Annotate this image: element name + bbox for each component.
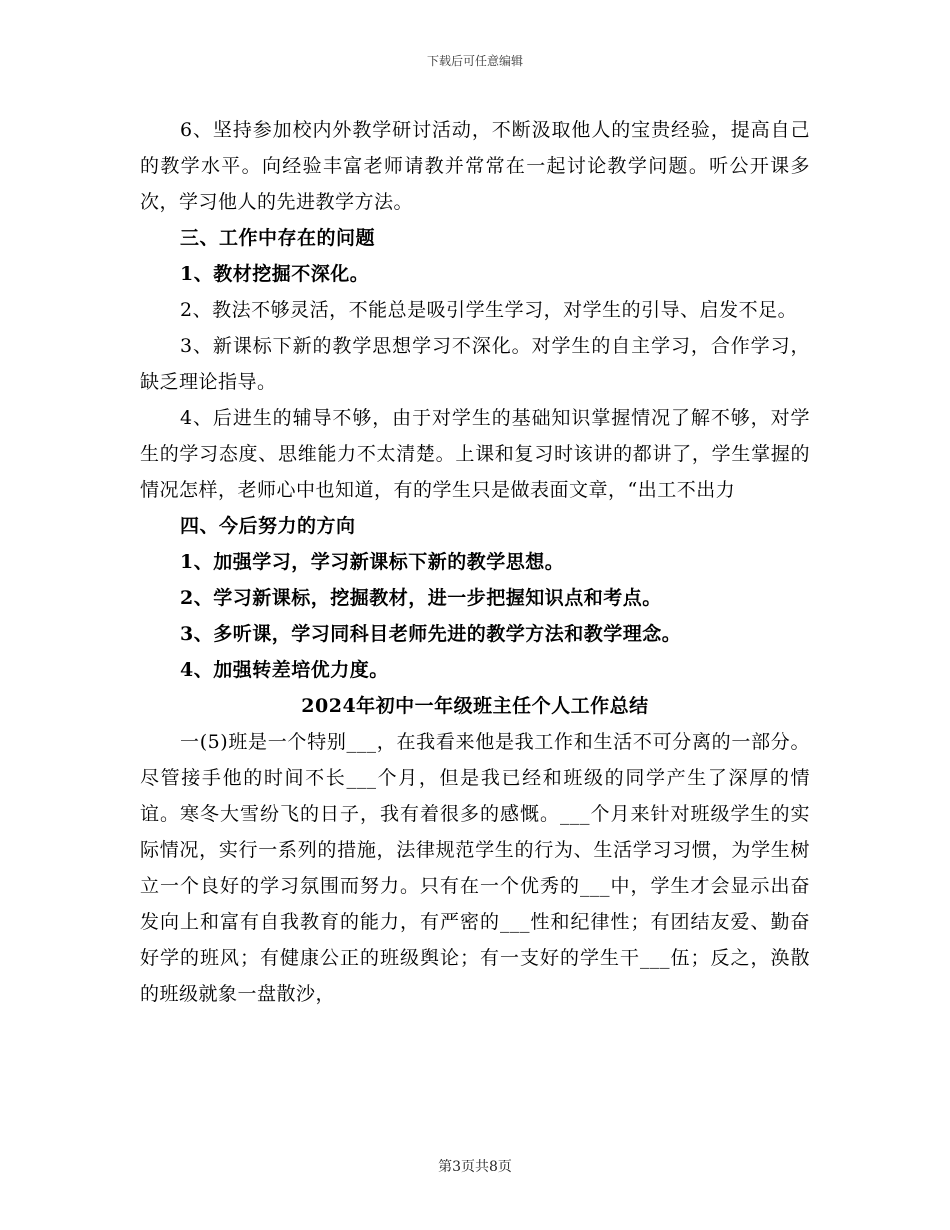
direction-item-1: 1、加强学习，学习新课标下新的教学思想。 bbox=[180, 551, 565, 573]
problem-item-3: 3、新课标下新的教学思想学习不深化。对学生的自主学习，合作学习，缺乏理论指导。 bbox=[140, 335, 810, 393]
paragraph-item-6: 6、坚持参加校内外教学研讨活动，不断汲取他人的宝贵经验，提高自己的教学水平。向经验丰富老师请教并常常在一起讨论教学问题。听公开课多次，学习他人的先进教学方法。 bbox=[140, 119, 810, 213]
direction-item-4: 4、加强转差培优力度。 bbox=[180, 659, 389, 681]
problem-item-1: 1、教材挖掘不深化。 bbox=[180, 263, 370, 285]
page-header: 下载后可任意编辑 bbox=[426, 54, 523, 68]
document-title: 2024年初中一年级班主任个人工作总结 bbox=[301, 695, 649, 717]
section-heading-direction: 四、今后努力的方向 bbox=[180, 515, 356, 537]
document-body bbox=[140, 112, 810, 1012]
problem-item-2: 2、教法不够灵活，不能总是吸引学生学习，对学生的引导、启发不足。 bbox=[180, 299, 798, 321]
page-number: 第3页共8页 bbox=[438, 1159, 512, 1175]
section-heading-problems: 三、工作中存在的问题 bbox=[180, 227, 376, 249]
direction-item-2: 2、学习新课标，挖掘教材，进一步把握知识点和考点。 bbox=[180, 587, 662, 609]
direction-item-3: 3、多听课，学习同科目老师先进的教学方法和教学理念。 bbox=[180, 623, 682, 645]
summary-paragraph: 一(5)班是一个特别___，在我看来他是我工作和生活不可分离的一部分。尽管接手他的时间不长___个月，但是我已经和班级的同学产生了深厚的情谊。寒冬大雪纷飞的日子，我有着很多的感慨。___个月来针对班级学生的实际情况，实行一系列的措施，法律规范学生的行为、生活学习习惯，为学生树立一个良好的学习氛围而努力。只有在一个优秀的___中，学生才会显示出奋发向上和富有自我教育的能力，有严密的___性和纪律性；有团结友爱、勤奋好学的班风；有健康公正的班级舆论；有一支好的学生干___伍；反之，涣散的班级就象一盘散沙， bbox=[140, 731, 810, 1005]
problem-item-4: 4、后进生的辅导不够，由于对学生的基础知识掌握情况了解不够，对学生的学习态度、思维能力不太清楚。上课和复习时该讲的都讲了，学生掌握的情况怎样，老师心中也知道，有的学生只是做表面文章，“出工不出力 bbox=[140, 407, 810, 501]
